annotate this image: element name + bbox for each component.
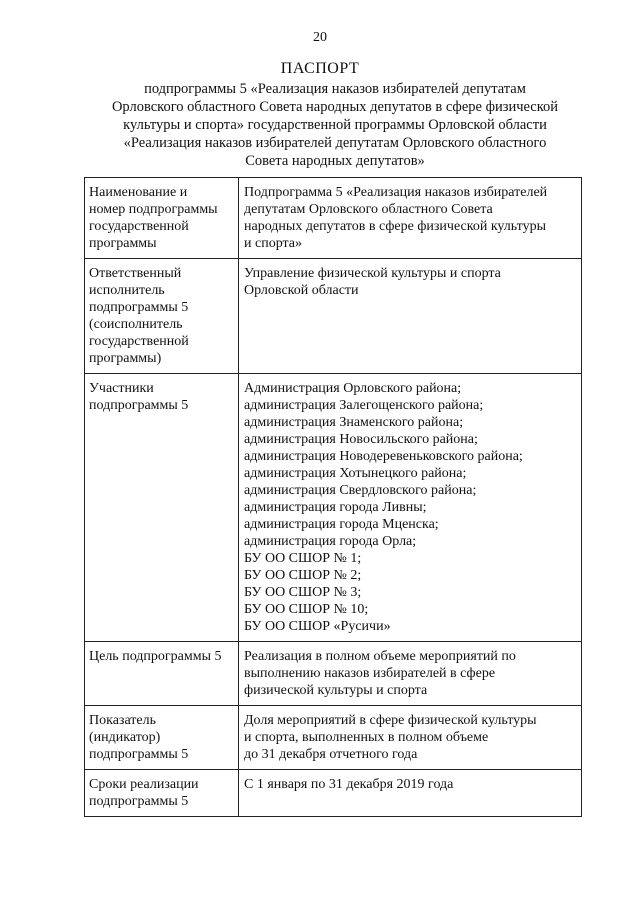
row-value-cell	[239, 178, 582, 259]
page-number: 20	[313, 30, 327, 45]
row-label-line: Наименование и	[89, 185, 188, 200]
row-value-line: и спорта»	[244, 236, 303, 251]
row-value-line: администрация Новосильского района;	[244, 432, 478, 447]
row-label-line: подпрограммы 5	[89, 300, 189, 315]
row-value-cell	[239, 770, 582, 817]
row-value-line: БУ ОО СШОР № 1;	[244, 551, 362, 566]
row-label-line: исполнитель	[89, 283, 165, 298]
row-value-line: Управление физической культуры и спорта	[244, 266, 501, 281]
row-label-cell	[85, 706, 239, 770]
row-value-line: депутатам Орловского областного Совета	[244, 202, 493, 217]
row-label-line: Ответственный	[89, 266, 182, 281]
table-row	[85, 770, 582, 817]
row-value-line: администрация Хотынецкого района;	[244, 466, 467, 481]
row-label-line: государственной	[89, 219, 189, 234]
row-label-line: подпрограммы 5	[89, 794, 189, 809]
row-value-line: администрация города Ливны;	[244, 500, 427, 515]
row-value-line: БУ ОО СШОР «Русичи»	[244, 619, 391, 634]
row-label-cell	[85, 374, 239, 642]
row-value-line: Доля мероприятий в сфере физической культуры	[244, 713, 537, 728]
table-row	[85, 178, 582, 259]
row-value-line: администрация города Мценска;	[244, 517, 439, 532]
row-value-line: С 1 января по 31 декабря 2019 года	[244, 777, 454, 792]
table-row	[85, 706, 582, 770]
table-row	[85, 374, 582, 642]
row-value-line: выполнению наказов избирателей в сфере	[244, 666, 496, 681]
row-value-line: и спорта, выполненных в полном объеме	[244, 730, 489, 745]
passport-table	[84, 177, 582, 817]
row-value-line: БУ ОО СШОР № 3;	[244, 585, 362, 600]
row-value-line: до 31 декабря отчетного года	[244, 747, 418, 762]
table-row	[85, 259, 582, 374]
row-value-cell	[239, 706, 582, 770]
row-label-line: Сроки реализации	[89, 777, 199, 792]
row-label-line: программы	[89, 236, 157, 251]
row-label-cell	[85, 178, 239, 259]
row-label-line: Цель подпрограммы 5	[89, 649, 222, 664]
passport-table-body	[85, 178, 582, 817]
row-label-line: государственной	[89, 334, 189, 349]
row-value-line: администрация Свердловского района;	[244, 483, 477, 498]
row-label-line: подпрограммы 5	[89, 747, 189, 762]
row-label-cell	[85, 770, 239, 817]
row-value-line: администрация Знаменского района;	[244, 415, 464, 430]
row-value-line: народных депутатов в сфере физической культуры	[244, 219, 546, 234]
row-label-cell	[85, 259, 239, 374]
row-value-cell	[239, 259, 582, 374]
row-value-cell	[239, 374, 582, 642]
row-label-cell	[85, 642, 239, 706]
table-row	[85, 642, 582, 706]
document-subtitle	[95, 80, 575, 170]
row-label-line: (соисполнитель	[89, 317, 183, 332]
subtitle-line: Совета народных депутатов»	[245, 153, 425, 169]
row-value-line: администрация Новодеревеньковского района;	[244, 449, 523, 464]
subtitle-line: Орловского областного Совета народных депутатов в сфере физической	[111, 99, 559, 115]
row-value-line: Орловской области	[244, 283, 359, 298]
row-value-line: администрация Залегощенского района;	[244, 398, 484, 413]
row-value-cell	[239, 642, 582, 706]
row-label-line: номер подпрограммы	[89, 202, 218, 217]
subtitle-line: культуры и спорта» государственной программы Орловской области	[123, 117, 547, 133]
subtitle-line: подпрограммы 5 «Реализация наказов избирателей депутатам	[144, 81, 526, 97]
row-label-line: программы)	[89, 351, 162, 366]
row-value-line: Администрация Орловского района;	[244, 381, 462, 396]
row-value-line: Реализация в полном объеме мероприятий по	[244, 649, 516, 664]
row-label-line: Участники	[89, 381, 154, 396]
row-value-line: БУ ОО СШОР № 2;	[244, 568, 362, 583]
row-label-line: Показатель	[89, 713, 156, 728]
document-title: ПАСПОРТ	[280, 60, 360, 77]
row-label-line: подпрограммы 5	[89, 398, 189, 413]
row-value-line: БУ ОО СШОР № 10;	[244, 602, 369, 617]
row-value-line: физической культуры и спорта	[244, 683, 428, 698]
row-value-line: администрация города Орла;	[244, 534, 417, 549]
row-value-line: Подпрограмма 5 «Реализация наказов избирателей	[244, 185, 548, 200]
subtitle-line: «Реализация наказов избирателей депутатам Орловского областного	[123, 135, 547, 151]
row-label-line: (индикатор)	[89, 730, 161, 745]
